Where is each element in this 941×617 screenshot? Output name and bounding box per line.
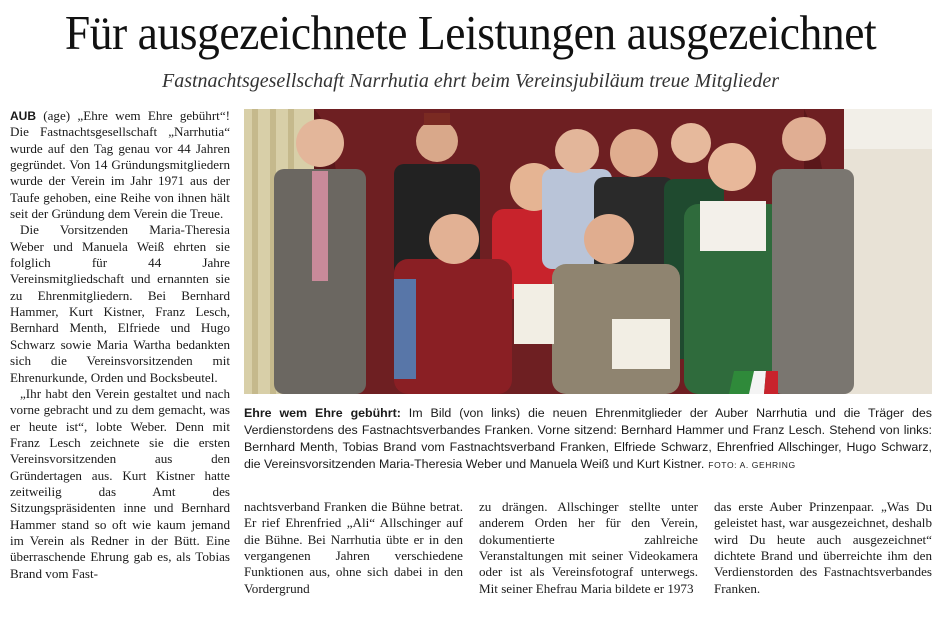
article-paragraph: das erste Auber Prinzenpaar. „Was Du geleistet hast, war ausgezeichnet, deshalb wird Du heute auch ausgezeichnet“ dichtete Brand und überreichte ihm den Verdienstorden des Fastnachtsverbandes Franken. — [714, 499, 932, 596]
caption-lead: Ehre wem Ehre gebührt: — [244, 406, 401, 420]
article-column-4 — [714, 499, 932, 597]
dateline: AUB — [10, 109, 36, 123]
group-photo — [244, 109, 932, 394]
dateline-agency: (age) — [36, 108, 71, 123]
headline: Für ausgezeichnete Leistungen ausgezeichnet — [64, 5, 877, 60]
article-paragraph: Die Vorsitzenden Maria-Theresia Weber und Manuela Weiß ehrten sie folglich für 44 Jahre Vereinsmitgliedschaft und ernannten sie zu Ehrenmitgliedern. Bei Bernhard Hammer, Kurt Kistner, Franz Lesch, Bernhard Menth, Elfriede und Hugo Schwarz sowie Maria Wartha bedankten sich die Vereinsvorsitzenden mit Ehrenurkunde, Orden und Bocksbeutel. — [10, 222, 230, 385]
caption-text: Im Bild (von links) die neuen Ehrenmitglieder der Auber Narrhutia und die Träger des Verdienstordens des Fastnachtsverbandes Franken. Vorne sitzend: Bernhard Hammer und Franz Lesch. Stehend von links: Bernhard Menth, Tobias Brand vom Fastnachtsverband Franken, Elfriede Schwarz, Ehrenfried Allschinger, Hugo Schwarz, die Vereinsvorsitzenden Maria-Theresia Weber und Manuela Weiß und Kurt Kistner. — [244, 406, 932, 471]
article-paragraph: nachtsverband Franken die Bühne betrat. Er rief Ehrenfried „Ali“ Allschinger auf die Bühne. Bei Narrhutia übte er in den vergangenen Jahren verschiedene Funktionen aus, ohne sich dabei in den Vordergrund — [244, 499, 463, 596]
article-paragraph: „Ihr habt den Verein gestaltet und nach vorne gebracht und zu dem gemacht, was er heute ist“, lobte Weber. Denn mit Franz Lesch zeichnete sie die ersten Vereinsvorsitzenden aus den Gründertagen aus. Kurt Kistner hatte zeitweilig das Amt des Sitzungspräsidenten inne und Bernhard Hammer stand so oft wie kaum jemand im Verein als Redner in der Bütt. Eine überraschende Ehrung gab es, als Tobias Brand vom Fast- — [10, 385, 230, 581]
article-paragraph: zu drängen. Allschinger stellte unter anderem Orden her für den Verein, dokumentierte zahlreiche Veranstaltungen mit seiner Videokamera oder ist als Vereinsfotograf unterwegs. Mit seiner Ehefrau Maria bildete er 1973 — [479, 499, 698, 596]
article-text: „Ehre wem Ehre gebührt“! Die Fastnachtsgesellschaft „Narrhutia“ wurde auf den Tag genau vor 44 Jahren gegründet. Von 14 Gründungsmitgliedern wurde der Verein im Jahr 1971 aus der Taufe gehoben, eine Reihe von ihnen hält seit der Gründung dem Verein die Treue. — [10, 108, 230, 222]
article-column-3 — [479, 499, 698, 597]
article-column-1 — [10, 108, 230, 582]
photo-credit: FOTO: A. GEHRING — [708, 460, 796, 470]
group-photo-image — [244, 109, 932, 394]
article-paragraph — [10, 108, 230, 222]
article-column-2 — [244, 499, 463, 597]
photo-caption — [244, 405, 932, 474]
subheadline: Fastnachtsgesellschaft Narrhutia ehrt beim Vereinsjubiläum treue Mitglieder — [162, 70, 779, 92]
